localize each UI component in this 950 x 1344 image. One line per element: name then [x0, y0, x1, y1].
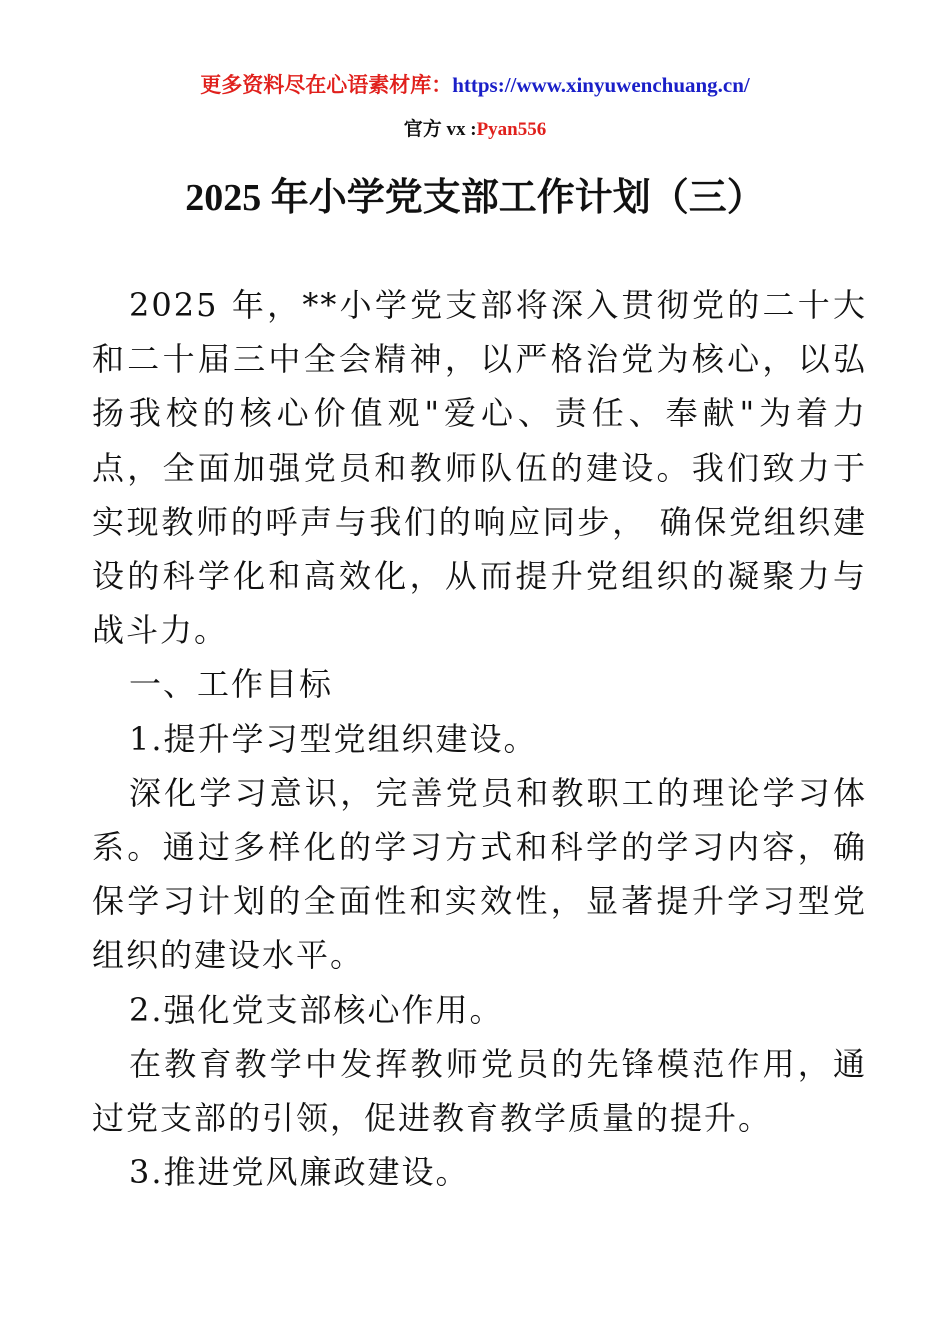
contact-line	[0, 116, 950, 144]
contact-id: Pyan556	[476, 119, 547, 140]
promo-url-link[interactable]: https://www.xinyuwenchuang.cn/	[452, 73, 750, 97]
promo-banner	[0, 70, 950, 100]
document-title: 2025 年小学党支部工作计划（三）	[185, 177, 765, 219]
goal-paragraph-1: 深化学习意识，完善党员和教职工的理论学习体系。通过多样化的学习方式和科学的学习内容，确保学习计划的全面性和实效性，显著提升学习型党组织的建设水平。	[92, 773, 867, 975]
promo-label: 更多资料尽在心语素材库：	[200, 73, 453, 97]
goal-paragraph-2: 在教育教学中发挥教师党员的先锋模范作用，通过党支部的引领，促进教育教学质量的提升。	[92, 1044, 867, 1138]
document-body	[92, 278, 867, 1199]
section-heading-goals: 一、工作目标	[129, 665, 334, 704]
goal-heading-1: 1.提升学习型党组织建设。	[129, 719, 538, 758]
contact-label: 官方 vx :	[403, 119, 477, 140]
intro-paragraph: 2025 年，**小学党支部将深入贯彻党的二十大和二十届三中全会精神，以严格治党为核心，以弘扬我校的核心价值观"爱心、责任、奉献"为着力点，全面加强党员和教师队伍的建设。我们致力于实现教师的呼声与我们的响应同步， 确保党组织建设的科学化和高效化，从而提升党组织的凝聚力与战斗力。	[92, 286, 867, 650]
goal-heading-2: 2.强化党支部核心作用。	[129, 990, 504, 1029]
goal-heading-3: 3.推进党风廉政建设。	[129, 1153, 470, 1192]
